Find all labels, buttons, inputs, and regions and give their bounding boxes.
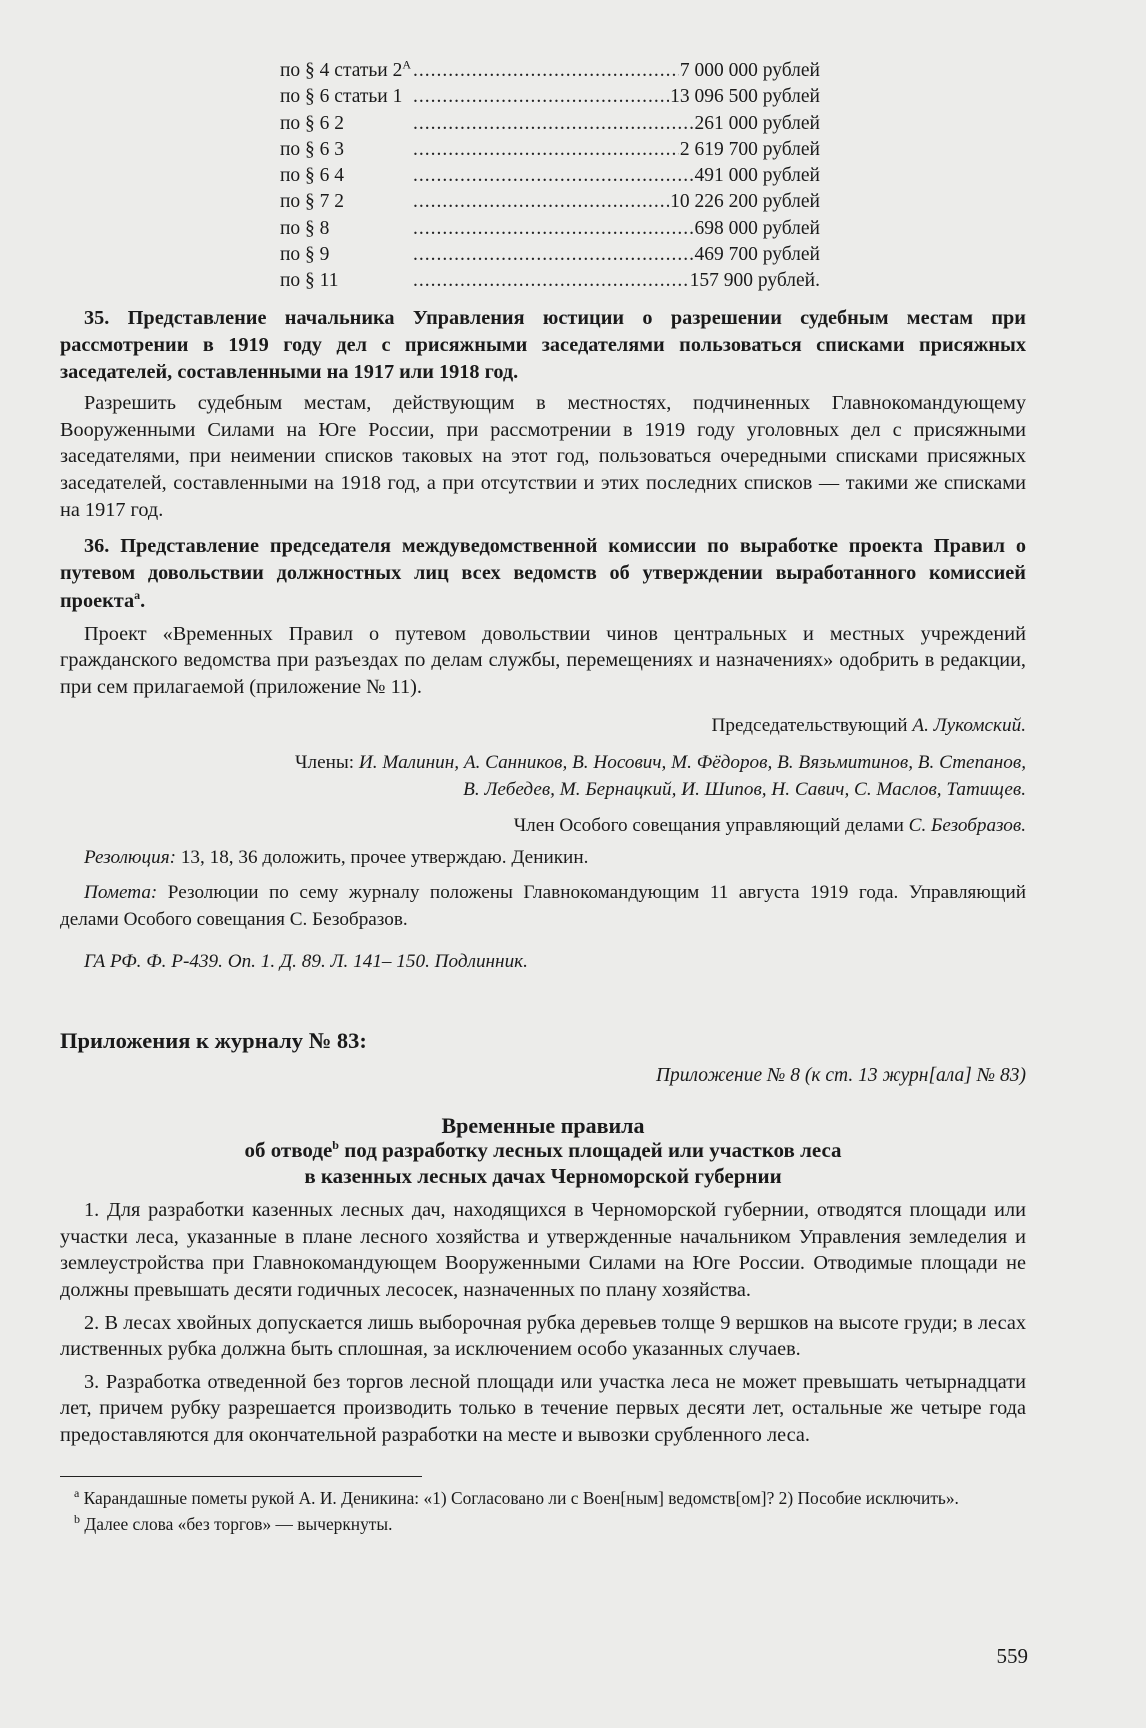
financing-amount: 491 000 рублей <box>694 165 820 187</box>
chair-signature <box>60 713 1026 740</box>
rules-title-line-2-b: под разработку лесных площадей или участков леса <box>338 1138 842 1163</box>
members-names-2: В. Лебедев, М. Бернацкий, И. Шипов, Н. Савич, С. Маслов, Татищев. <box>463 779 1026 801</box>
chair-name: А. Лукомский. <box>912 714 1026 736</box>
item-35-text: Разрешить судебным местам, действующим в местностях, подчиненных Главнокомандующему Вооруженными Силами на Юге России, при рассмотрении в 1919 году уголовных дел с присяжными заседателями, при неимении списков таковых на этот год, пользоваться очередными списками присяжных заседателей, составленными на 1918 год, а при отсутствии и этих последних списков — такими же списками на 1917 год. <box>60 392 1026 521</box>
financing-ref: по § 9 <box>280 244 330 266</box>
financing-amount: 698 000 рублей <box>694 217 820 239</box>
financing-table <box>280 58 820 295</box>
financing-row <box>280 163 820 189</box>
remark-label: Помета: <box>84 881 158 903</box>
special-member-name: С. Безобразов. <box>908 815 1026 837</box>
members-label: Члены: <box>295 752 359 774</box>
rules-point-2: 2. В лесах хвойных допускается лишь выборочная рубка деревьев толще 9 вершков на высоте груди; в лесах лиственных рубка должна быть сплошная, за исключением особо указанных случаев. <box>60 1311 1026 1361</box>
footnote-b <box>60 1513 1026 1535</box>
financing-row <box>280 137 820 163</box>
financing-ref: по § 11 <box>280 270 339 292</box>
remark <box>60 879 1026 933</box>
page-number: 559 <box>996 1644 1028 1668</box>
item-36-heading-text: 36. Представление председателя междуведомственной комиссии по выработке проекта Правил о путевом довольствии должностных лиц всех ведомств об утверждении выработанного комиссией проекта <box>60 535 1026 612</box>
rules-point-1: 1. Для разработки казенных лесных дач, находящихся в Черноморской губернии, отводятся площади или участки леса, указанные в плане лесного хозяйства и утвержденные начальником Управления земледелия и землеустройства при Главнокомандующем Вооруженными Силами на Юге России. Отводимые площади не должны превышать десяти годичных лесосек, назначенных по плану хозяйства. <box>60 1199 1026 1301</box>
remark-text: Резолюции по сему журналу положены Главнокомандующим 11 августа 1919 года. Управляющий делами Особого совещания С. Безобразов. <box>60 881 1026 930</box>
financing-ref: по § 7 2 <box>280 191 345 213</box>
appendix-reference: Приложение № 8 (к ст. 13 журн[ала] № 83) <box>655 1064 1026 1086</box>
item-36-heading <box>60 533 1026 615</box>
footnote-mark: a <box>74 1486 80 1501</box>
members-signatures <box>60 749 1026 803</box>
rules-title-line-2 <box>60 1138 1026 1164</box>
leader-dots <box>413 111 694 137</box>
chair-label: Председательствующий <box>711 714 913 736</box>
financing-ref: по § 8 <box>280 217 330 239</box>
footnote-text: Далее слова «без торгов» — вычеркнуты. <box>80 1514 393 1535</box>
footnote-a <box>60 1487 1026 1509</box>
members-line-1 <box>60 749 1026 776</box>
leader-dots <box>413 268 689 294</box>
footnote-ref-b: b <box>332 1138 339 1153</box>
footnote-text: Карандашные пометы рукой А. И. Деникина: «1) Согласовано ли с Воен[ным] ведомств[ом]? 2) Пособие исключить». <box>79 1488 959 1509</box>
financing-amount: 13 096 500 рублей <box>670 86 820 108</box>
financing-row <box>280 242 820 268</box>
members-names-1: И. Малинин, А. Санников, В. Носович, М. Фёдоров, В. Вязьмитинов, В. Степанов, <box>358 752 1026 774</box>
financing-ref: по § 4 статьи 2 <box>280 60 403 81</box>
item-36-heading-end: . <box>140 589 146 612</box>
footnote-mark: b <box>74 1512 80 1527</box>
financing-amount: 2 619 700 рублей <box>679 138 820 160</box>
resolution <box>60 844 1026 871</box>
resolution-label: Резолюция: <box>84 846 177 868</box>
financing-row <box>280 111 820 137</box>
leader-dots <box>413 216 694 242</box>
item-36-text: Проект «Временных Правил о путевом довольствии чинов центральных и местных учреждений гражданского ведомства при разъездах по делам службы, перемещениях и назначениях» одобрить в редакции, при сем прилагаемой (приложение № 11). <box>60 622 1026 699</box>
financing-row <box>280 84 820 110</box>
leader-dots <box>413 163 694 189</box>
leader-dots <box>413 189 669 215</box>
leader-dots <box>413 58 679 84</box>
financing-row <box>280 268 820 294</box>
rules-title-line-3: в казенных лесных дачах Черноморской губернии <box>304 1163 782 1188</box>
leader-dots <box>413 242 694 268</box>
leader-dots <box>413 137 679 163</box>
archive-reference: ГА РФ. Ф. Р-439. Оп. 1. Д. 89. Л. 141– 150. Подлинник. <box>84 950 528 972</box>
financing-row <box>280 58 820 84</box>
special-member-label: Член Особого совещания управляющий делами <box>513 815 909 837</box>
rules-title-line-2-a: об отводе <box>244 1138 333 1163</box>
footnote-ref-a: а <box>134 587 141 602</box>
rules-title-line-1: Временные правила <box>441 1112 645 1138</box>
leader-dots <box>413 84 669 110</box>
financing-amount: 10 226 200 рублей <box>670 191 820 213</box>
financing-ref: по § 6 3 <box>280 138 345 160</box>
appendices-title: Приложения к журналу № 83: <box>60 1027 367 1053</box>
footnote-divider <box>60 1476 422 1477</box>
financing-amount: 7 000 000 рублей <box>679 60 820 81</box>
financing-row <box>280 216 820 242</box>
item-35-heading: 35. Представление начальника Управления юстиции о разрешении судебным местам при рассмотрении в 1919 году дел с присяжными заседателями пользоваться списками присяжных заседателей, составленными на 1917 или 1918 год. <box>60 306 1026 384</box>
rules-title <box>60 1113 1026 1190</box>
special-member-signature <box>60 813 1026 840</box>
resolution-text: 13, 18, 36 доложить, прочее утверждаю. Деникин. <box>176 846 589 868</box>
financing-row <box>280 189 820 215</box>
financing-ref-sup: А <box>402 57 412 72</box>
rules-point-3: 3. Разработка отведенной без торгов лесной площади или участка леса не может превышать четырнадцати лет, причем рубку разрешается производить только в течение первых десяти лет, остальные же четыре года предоставляются для окончательной разработки на месте и вывозки срубленного леса. <box>60 1370 1026 1446</box>
financing-ref: по § 6 статьи 1 <box>280 86 403 108</box>
financing-ref: по § 6 2 <box>280 112 345 134</box>
financing-amount: 469 700 рублей <box>694 244 820 266</box>
financing-amount: 261 000 рублей <box>694 112 820 134</box>
financing-ref: по § 6 4 <box>280 165 345 187</box>
financing-amount: 157 900 рублей. <box>689 270 820 292</box>
